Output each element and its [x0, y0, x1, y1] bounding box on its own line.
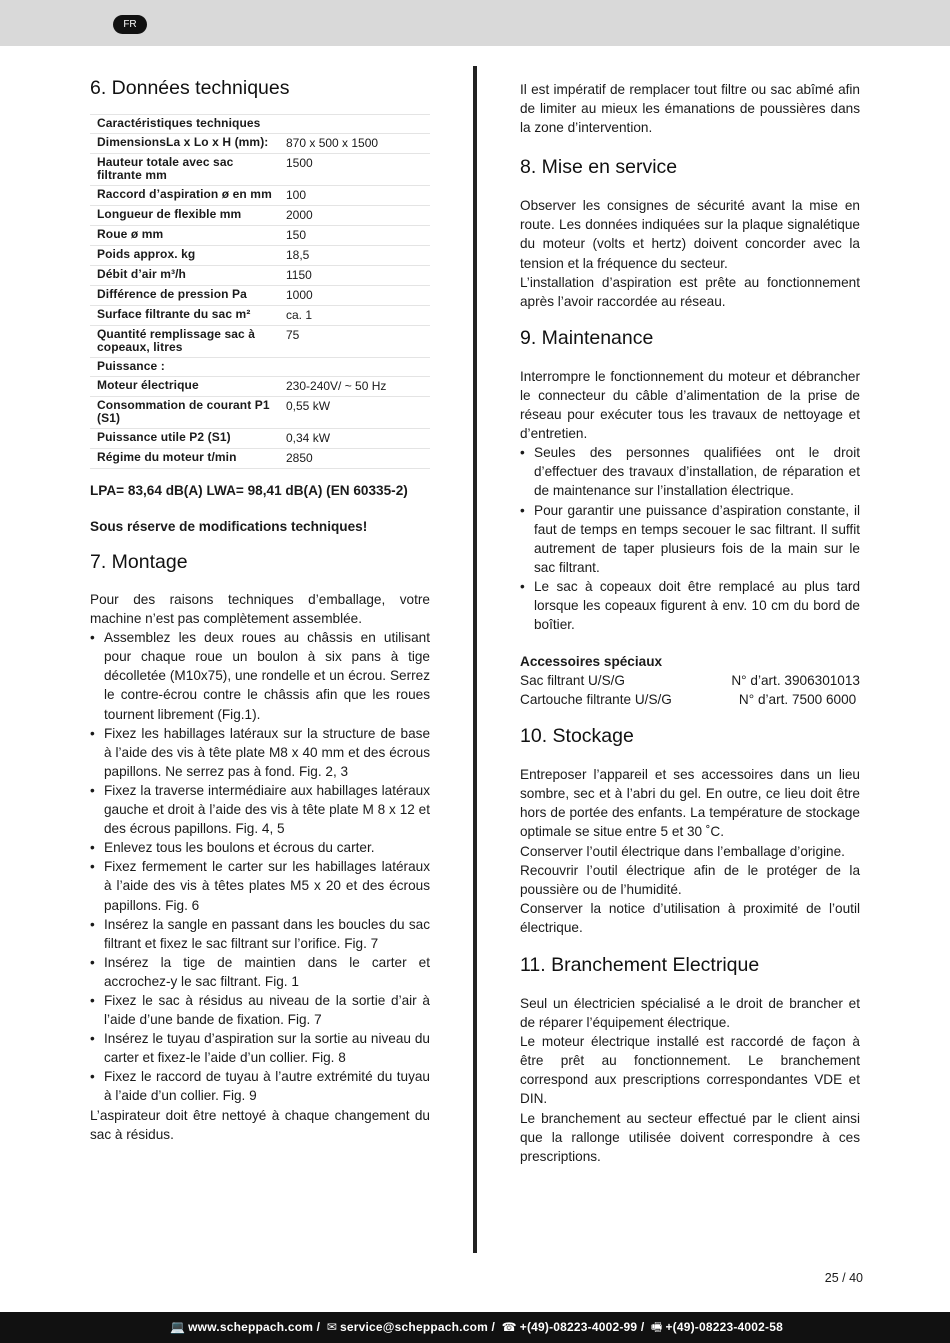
spec-value: ca. 1 [278, 306, 430, 326]
spec-row [90, 226, 430, 246]
section-11-p2: Le moteur électrique installé est raccordé de façon à être prêt au fonctionnement. Le branchement correspond aux prescriptions correspondantes VDE et DIN. [520, 1034, 860, 1107]
spec-label: Poids approx. kg [90, 246, 278, 266]
spec-value: 100 [278, 186, 430, 206]
spec-row [90, 246, 430, 266]
computer-icon: 💻 [169, 1320, 186, 1334]
language-badge: FR [113, 15, 147, 34]
fax-icon: 🖷 [650, 1320, 663, 1334]
footer-phone[interactable]: +(49)-08223-4002-99 [519, 1320, 638, 1334]
spec-label: Débit d’air m³/h [90, 266, 278, 286]
montage-step: • Fixez la traverse intermédiaire aux habillages latéraux gauche et droit à l’aide des vis à tête plate M 8 x 12 et des écrous papillons. Fig. 4, 5 [90, 781, 430, 838]
spec-value: 150 [278, 226, 430, 246]
section-10-p4: Conserver la notice d’utilisation à proximité de l’outil électrique. [520, 900, 860, 935]
section-9-title: 9. Maintenance [520, 326, 654, 349]
footer-fax[interactable]: +(49)-08223-4002-58 [665, 1320, 784, 1334]
spec-value: 0,34 kW [278, 429, 430, 449]
section-8-title: 8. Mise en service [520, 156, 678, 179]
spec-row [90, 449, 430, 469]
spec-value [278, 358, 430, 377]
accessories-title: Accessoires spéciaux [520, 654, 663, 670]
spec-table-header [90, 115, 430, 134]
reserve-note: Sous réserve de modifications techniques! [90, 519, 368, 534]
montage-step: • Fixez le raccord de tuyau à l’autre extrémité du tuyau à l’aide d’un collier. Fig. 9 [90, 1067, 430, 1105]
phone-icon: ☎ [501, 1320, 517, 1334]
left-column [90, 60, 430, 1144]
spec-row [90, 286, 430, 306]
spec-label: Puissance utile P2 (S1) [90, 429, 278, 449]
spec-label: Quantité remplissage sac à copeaux, litres [90, 326, 278, 358]
montage-step: • Fixez le sac à résidus au niveau de la sortie d’air à l’aide d’une bande de fixation. Fig. 7 [90, 991, 430, 1029]
footer-bar: 💻 www.scheppach.com / ✉ service@scheppach.com / ☎ +(49)-08223-4002-99 / 🖷 +(49)-08223-4002-58 [0, 1312, 950, 1343]
spec-row [90, 134, 430, 154]
spec-value: 0,55 kW [278, 397, 430, 429]
section-7-list [90, 628, 430, 1105]
section-8-p1: Observer les consignes de sécurité avant la mise en route. Les données indiquées sur la plaque signalétique du moteur (volts et hertz) doivent concorder avec la tension et la fréquence du secteur. [520, 198, 860, 271]
spec-label: Longueur de flexible mm [90, 206, 278, 226]
spec-label: Surface filtrante du sac m² [90, 306, 278, 326]
spec-table [90, 114, 430, 469]
spec-value: 18,5 [278, 246, 430, 266]
spec-label: Raccord d’aspiration ø en mm [90, 186, 278, 206]
montage-step: • Insérez la tige de maintien dans le carter et accrochez-y le sac filtrant. Fig. 1 [90, 953, 430, 991]
page-number: 25 / 40 [824, 1271, 863, 1285]
section-10-title: 10. Stockage [520, 725, 634, 748]
spec-row [90, 326, 430, 358]
noise-values: LPA= 83,64 dB(A) LWA= 98,41 dB(A) (EN 60335-2) [90, 483, 408, 498]
header-bar [0, 0, 950, 46]
section-10-p2: Conserver l’outil électrique dans l’emballage d’origine. [520, 843, 845, 859]
footer-email[interactable]: service@scheppach.com [340, 1320, 488, 1334]
column-divider [473, 66, 477, 1253]
spec-row [90, 377, 430, 397]
section-6-title: 6. Données techniques [90, 77, 290, 99]
montage-step: • Insérez la sangle en passant dans les boucles du sac filtrant et fixez le sac filtrant sur l’orifice. Fig. 7 [90, 915, 430, 953]
right-column [520, 80, 860, 1166]
spec-value: 1000 [278, 286, 430, 306]
section-10-p1: Entreposer l’appareil et ses accessoires dans un lieu sombre, sec et à l’abri du gel. En outre, ce lieu doit être hors de portée des enfants. La température de stockage optimale se situe entre 5 et 30 ˚C. [520, 767, 860, 840]
montage-step: • Insérez le tuyau d’aspiration sur la sortie au niveau du carter et fixez-le l’aide d’un collier. Fig. 8 [90, 1029, 430, 1067]
accessory-row [520, 671, 860, 690]
footer-website[interactable]: www.scheppach.com [188, 1320, 314, 1334]
spec-value: 230-240V/ ~ 50 Hz [278, 377, 430, 397]
spec-row [90, 306, 430, 326]
section-11-p1: Seul un électricien spécialisé a le droit de brancher et de réparer l’équipement électrique. [520, 996, 860, 1031]
montage-step: • Fixez fermement le carter sur les habillages latéraux à l’aide des vis à têtes plates M5 x 20 et des écrous papillons. Fig. 6 [90, 857, 430, 914]
accessory-row [520, 690, 860, 709]
spec-label: Roue ø mm [90, 226, 278, 246]
spec-value: 870 x 500 x 1500 [278, 134, 430, 154]
spec-row [90, 154, 430, 186]
spec-row [90, 397, 430, 429]
spec-label: Différence de pression Pa [90, 286, 278, 306]
mail-icon: ✉ [326, 1320, 337, 1334]
maintenance-item: • Seules des personnes qualifiées ont le droit d’effectuer des travaux d’installation, de réparation et de maintenance sur l’installation électrique. [520, 443, 860, 500]
section-11-p3: Le branchement au secteur effectué par le client ainsi que la rallonge utilisée doivent correspondre à ces prescriptions. [520, 1110, 860, 1164]
maintenance-item: • Pour garantir une puissance d’aspiration constante, il faut de temps en temps secouer le sac filtrant. Il suffit autrement de taper plusieurs fois de la main sur le sac filtrant. [520, 501, 860, 577]
filter-note: Il est impératif de remplacer tout filtre ou sac abîmé afin de limiter au mieux les émanations de poussières dans la zone d’intervention. [520, 82, 860, 136]
spec-table-header-label: Caractéristiques techniques [90, 115, 430, 134]
montage-step: • Fixez les habillages latéraux sur la structure de base à l’aide des vis à tête plate M8 x 40 mm et des écrous papillons. Ne serrez pas à fond. Fig. 2, 3 [90, 724, 430, 781]
accessory-name: Cartouche filtrante U/S/G [520, 692, 672, 708]
accessory-article-number: N° d’art. 3906301013 [731, 673, 860, 689]
spec-value: 1500 [278, 154, 430, 186]
section-11-title: 11. Branchement Electrique [520, 954, 760, 976]
spec-label: DimensionsLa x Lo x H (mm): [90, 134, 278, 154]
spec-value: 2000 [278, 206, 430, 226]
accessory-article-number: N° d’art. 7500 6000 [738, 692, 860, 708]
accessories-list [520, 671, 860, 709]
section-10-p3: Recouvrir l’outil électrique afin de le protéger de la poussière ou de l’humidité. [520, 862, 860, 897]
spec-value: 2850 [278, 449, 430, 469]
section-7-title: 7. Montage [90, 551, 188, 573]
section-7-outro: L’aspirateur doit être nettoyé à chaque changement du sac à résidus. [90, 1107, 430, 1142]
spec-label: Régime du moteur t/min [90, 449, 278, 469]
spec-label: Consommation de courant P1 (S1) [90, 397, 278, 429]
montage-step: • Enlevez tous les boulons et écrous du carter. [90, 838, 430, 857]
spec-label: Hauteur totale avec sac filtrante mm [90, 154, 278, 186]
section-9-list [520, 443, 860, 634]
spec-value: 75 [278, 326, 430, 358]
section-8-p2: L’installation d’aspiration est prête au fonctionnement après l’avoir raccordée au réseau. [520, 274, 860, 309]
maintenance-item: • Le sac à copeaux doit être remplacé au plus tard lorsque les copeaux figurent à env. 10 cm du bord de boîtier. [520, 577, 860, 634]
spec-row [90, 206, 430, 226]
spec-label: Moteur électrique [90, 377, 278, 397]
section-7-intro: Pour des raisons techniques d’emballage, votre machine n’est pas complètement assemblée. [90, 592, 430, 627]
montage-step: • Assemblez les deux roues au châssis en utilisant pour chaque roue un boulon à six pans à tige décolletée (M10x75), une rondelle et un écrou. Serrez le contre-écrou contre le châssis afin que les roues tournent librement (Fig.1). [90, 628, 430, 723]
spec-row [90, 429, 430, 449]
spec-row [90, 266, 430, 286]
spec-row [90, 358, 430, 377]
spec-value: 1150 [278, 266, 430, 286]
spec-row [90, 186, 430, 206]
accessory-name: Sac filtrant U/S/G [520, 673, 626, 689]
spec-label: Puissance : [90, 358, 278, 377]
section-9-intro: Interrompre le fonctionnement du moteur et débrancher le connecteur du câble d’alimentation de la prise de réseau pour exécuter tous les travaux de nettoyage et d’entretien. [520, 368, 860, 442]
